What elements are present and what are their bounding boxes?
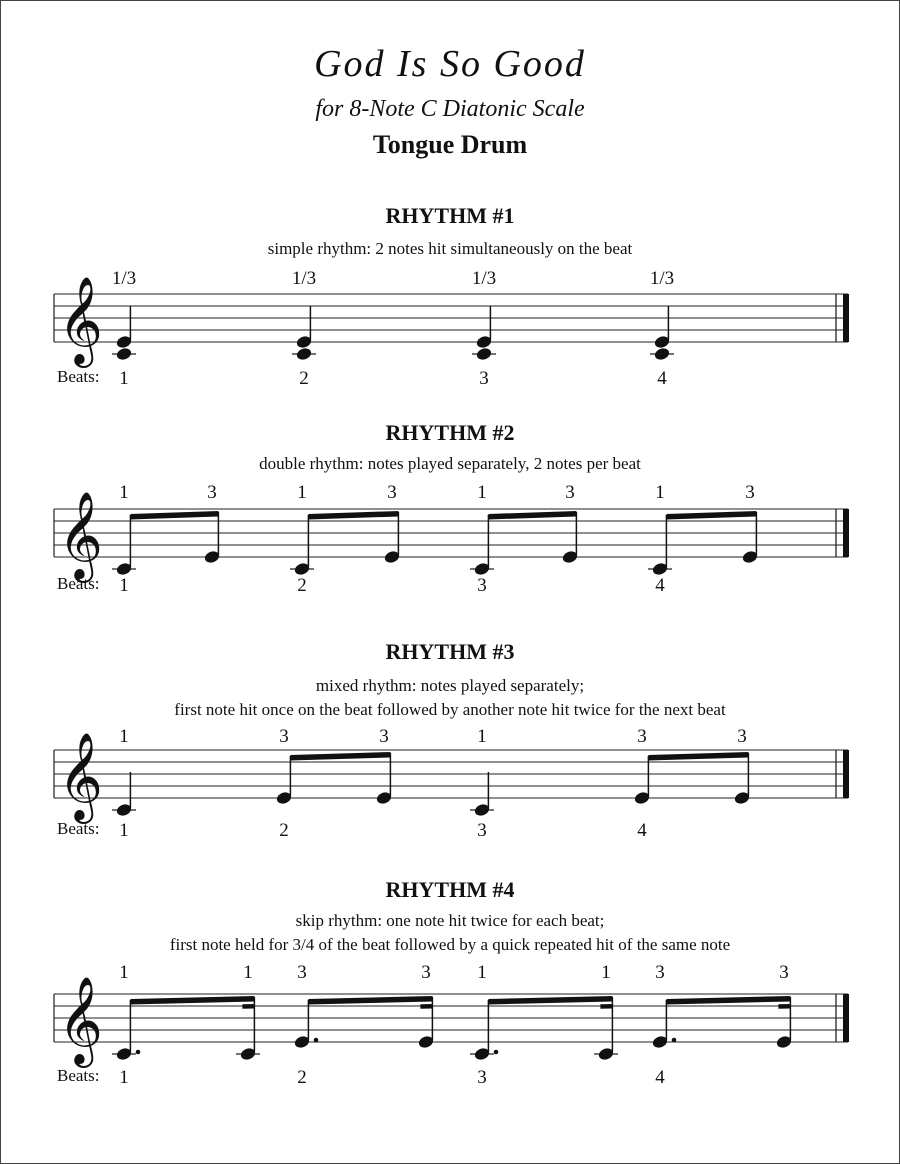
staff-system-1: [54, 268, 849, 389]
treble-clef-icon: 𝄞: [58, 735, 103, 819]
note-beam: [648, 752, 748, 761]
beat-number: 2: [299, 368, 309, 389]
tongue-number-label: 1: [119, 482, 129, 503]
staff-system-2: [54, 482, 849, 596]
tongue-number-label: 1/3: [111, 268, 137, 289]
rhythm-2-title: RHYTHM #2: [385, 420, 515, 445]
beats-label: Beats:: [57, 574, 100, 593]
rhythm-3-description-line: first note hit once on the beat followed by another note hit twice for the next beat: [174, 700, 726, 719]
tongue-number-label: 3: [207, 482, 217, 503]
rhythm-4-title: RHYTHM #4: [385, 877, 515, 902]
beats-label: Beats:: [57, 367, 100, 386]
augmentation-dot: [494, 1050, 499, 1055]
beat-number: 1: [119, 820, 129, 841]
note-beam: [130, 511, 218, 520]
beat-number: 2: [297, 1067, 307, 1088]
rhythm-2-description-line: double rhythm: notes played separately, 2 notes per beat: [259, 454, 641, 473]
note-beam: [488, 996, 612, 1005]
note-head: [653, 347, 670, 362]
treble-clef-icon: 𝄞: [58, 279, 103, 363]
rhythm-1-title: RHYTHM #1: [385, 203, 515, 228]
tongue-number-label: 1: [477, 726, 487, 747]
note-head: [475, 347, 492, 362]
note-beam: [308, 996, 432, 1005]
instrument-name: Tongue Drum: [372, 130, 528, 159]
beats-label: Beats:: [57, 1066, 100, 1085]
tongue-number-label: 1: [243, 962, 253, 983]
note-sixteenth-beam: [420, 1004, 432, 1009]
beat-number: 4: [657, 368, 667, 389]
note-sixteenth-beam: [242, 1004, 254, 1009]
tongue-number-label: 3: [379, 726, 389, 747]
tongue-number-label: 1: [477, 962, 487, 983]
note-beam: [488, 511, 576, 520]
rhythm-1-description-line: simple rhythm: 2 notes hit simultaneously on the beat: [267, 239, 633, 258]
rhythm-4-description-line: skip rhythm: one note hit twice for each beat;: [295, 911, 605, 930]
tongue-number-label: 1: [655, 482, 665, 503]
note-beam: [290, 752, 390, 761]
staff-system-3: [54, 726, 849, 841]
note-sixteenth-beam: [600, 1004, 612, 1009]
final-thick-barline: [843, 750, 849, 798]
tongue-number-label: 3: [421, 962, 431, 983]
beat-number: 1: [119, 1067, 129, 1088]
tongue-number-label: 1: [119, 726, 129, 747]
beat-number: 3: [477, 820, 487, 841]
beat-number: 4: [655, 575, 665, 596]
note-head: [115, 347, 132, 362]
beat-number: 4: [655, 1067, 665, 1088]
beat-number: 1: [119, 368, 129, 389]
treble-clef-icon: 𝄞: [58, 979, 103, 1063]
rhythm-3-description-line: mixed rhythm: notes played separately;: [315, 676, 585, 695]
beats-label: Beats:: [57, 819, 100, 838]
tongue-number-label: 3: [297, 962, 307, 983]
note-beam: [130, 996, 254, 1005]
beat-number: 2: [279, 820, 289, 841]
tongue-number-label: 3: [737, 726, 747, 747]
final-thick-barline: [843, 994, 849, 1042]
tongue-number-label: 1/3: [471, 268, 497, 289]
note-beam: [666, 996, 790, 1005]
tongue-number-label: 3: [779, 962, 789, 983]
staff-system-4: [54, 962, 849, 1088]
tongue-number-label: 1/3: [649, 268, 675, 289]
treble-clef-icon: 𝄞: [58, 494, 103, 578]
tongue-number-label: 1: [297, 482, 307, 503]
sheet-subtitle: for 8-Note C Diatonic Scale: [315, 96, 585, 122]
beat-number: 3: [477, 1067, 487, 1088]
tongue-number-label: 1: [477, 482, 487, 503]
note-beam: [308, 511, 398, 520]
rhythm-4-description-line: first note held for 3/4 of the beat followed by a quick repeated hit of the same note: [169, 935, 731, 954]
tongue-number-label: 3: [387, 482, 397, 503]
rhythm-3-title: RHYTHM #3: [385, 639, 515, 664]
tongue-number-label: 1/3: [291, 268, 317, 289]
final-thick-barline: [843, 294, 849, 342]
tongue-number-label: 3: [637, 726, 647, 747]
sheet-title: God Is So Good: [314, 43, 586, 85]
beat-number: 1: [119, 575, 129, 596]
note-head: [295, 347, 312, 362]
tongue-number-label: 1: [601, 962, 611, 983]
beat-number: 3: [479, 368, 489, 389]
tongue-number-label: 3: [745, 482, 755, 503]
tongue-number-label: 1: [119, 962, 129, 983]
tongue-number-label: 3: [565, 482, 575, 503]
augmentation-dot: [672, 1038, 677, 1043]
augmentation-dot: [136, 1050, 141, 1055]
note-sixteenth-beam: [778, 1004, 790, 1009]
note-beam: [666, 511, 756, 520]
augmentation-dot: [314, 1038, 319, 1043]
beat-number: 3: [477, 575, 487, 596]
beat-number: 2: [297, 575, 307, 596]
tongue-number-label: 3: [655, 962, 665, 983]
tongue-number-label: 3: [279, 726, 289, 747]
final-thick-barline: [843, 509, 849, 557]
beat-number: 4: [637, 820, 647, 841]
